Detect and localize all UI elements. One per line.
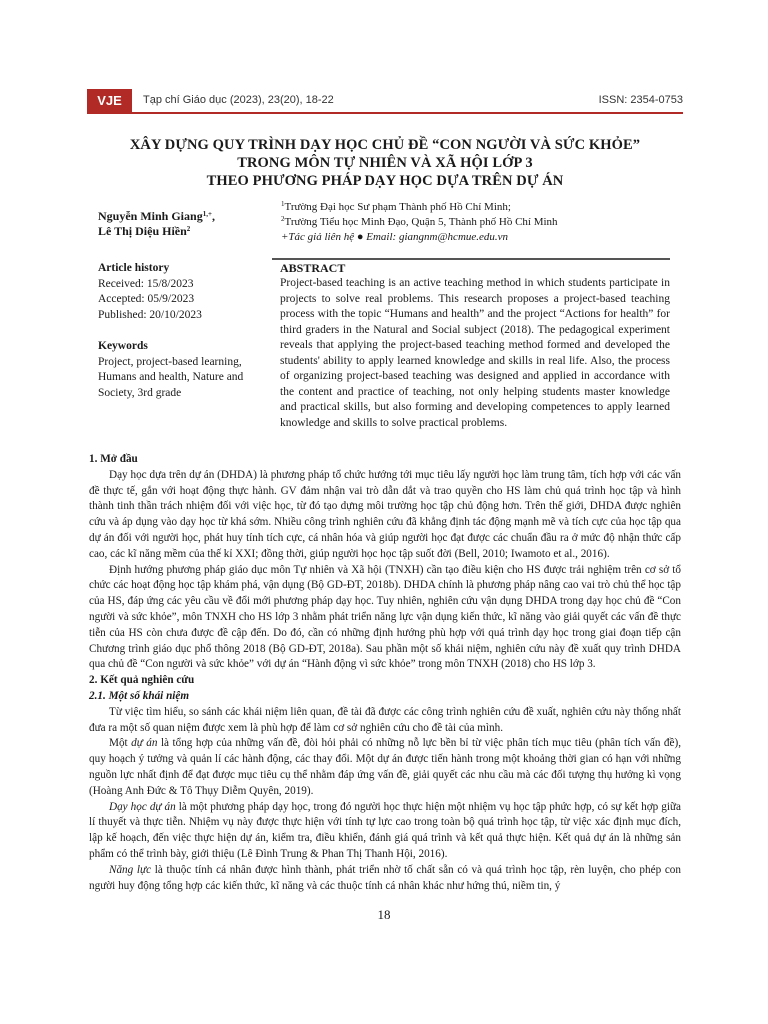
paragraph: Định hướng phương pháp giáo dục môn Tự nhiên và Xã hội (TNXH) cần tạo điều kiện cho HS được trải nghiệm trên cơ sở tổ chức các hoạt động học tập khám phá, vận dụng (Bộ GD-ĐT, 2018b). DHDA chính là phương pháp nâng cao vai trò chủ thể học tập của HS, đáp ứng các yêu cầu về đổi mới phương pháp dạy học. Tuy nhiên, nghiên cứu vận dụng DHDA trong dạy học chủ đề “Con người và sức khỏe”, môn TNXH cho HS lớp 3 nhằm phát triển năng lực vận dụng kiến thức, kĩ năng vào giải quyết các vấn đề thực tiễn của HS còn chưa được đề cập đến. Do đó, cần có những định hướng phù hợp với quá trình dạy học trong giai đoạn tiếp cận Chương trình giáo dục phổ thông 2018 (Bộ GD-ĐT, 2018a). Sau phần một số khái niệm, nghiên cứu này đề xuất quy trình DHDA qua chủ đề “Con người và sức khỏe” với dự án “Hành động vì sức khỏe” trong môn TNXH (2018) cho HS lớp 3. <box>89 563 681 671</box>
author-2: Lê Thị Diệu Hiền$^2$ <box>98 224 191 238</box>
subsection-heading: 2.1. Một số khái niệm <box>89 689 190 702</box>
paragraph: Dạy học dự án là một phương pháp dạy học, trong đó người học thực hiện một nhiệm vụ học tập phức hợp, có sự kết hợp giữa lí thuyết và thực tiễn. Nhiệm vụ này được thực hiện với tính tự lực cao trong toàn bộ quá trình học tập, từ việc xác định mục đích, lập kế hoạch, đến việc thực hiện dự án, kiểm tra, điều khiển, đánh giá quá trình và kết quả thực hiện. Kết quả dự án là những sản phẩm có thể trình bày, giới thiệu (Lê Đình Trung & Phan Thị Thanh Hội, 2016). <box>89 800 681 860</box>
corresponding-author: +Tác giả liên hệ ● Email: giangnm@hcmue.edu.vn <box>281 231 509 243</box>
paragraph: Dạy học dựa trên dự án (DHDA) là phương pháp tổ chức hướng tới mục tiêu lấy người học làm trung tâm, tích hợp với các vấn đề thực tế, gắn với hoạt động thực hành. GV đảm nhận vai trò dẫn dắt và trao quyền cho HS làm chủ quá trình học tập và hình thành tinh thần trách nhiệm đối với việc học, từ đó tạo dựng môi trường học tập chủ động hơn. Trên thế giới, DHDA được nghiên cứu và áp dụng vào dạy học từ khá sớm. Nhiều công trình nghiên cứu đã khẳng định tác động mạnh mẽ và tích cực của học tập qua dự án đối với người học, phát huy tính tích cực, cá nhân hóa và giúp người học đạt được các chuẩn đầu ra ở mức độ nhận thức cấp cao, các kĩ năng mềm của thế kỉ XXI; đồng thời, giúp người học học tập suốt đời (Bell, 2010; Iwamoto et al., 2016). <box>89 468 681 560</box>
paragraph: Một dự án là tổng hợp của những vấn đề, đòi hỏi phải có những nỗ lực bền bỉ từ việc phân tích mục tiêu (phân tích vấn đề), quy hoạch ý tưởng và quản lí các hành động, các thay đổi. Một dự án được tiến hành trong một khoảng thời gian có hạn với những nguồn lực nhất định để đạt được mục tiêu cụ thể nhằm đáp ứng vấn đề, giải quyết các nhu cầu mà các đối tượng thụ hưởng kì vọng (Hoàng Anh Đức & Tô Thụy Diễm Quyên, 2019). <box>89 737 682 797</box>
received-date: Received: 15/8/2023 <box>98 277 194 290</box>
title-line: TRONG MÔN TỰ NHIÊN VÀ XÃ HỘI LỚP 3 <box>237 155 533 171</box>
title-line: XÂY DỰNG QUY TRÌNH DẠY HỌC CHỦ ĐỀ “CON NGƯỜI VÀ SỨC KHỎE” <box>129 137 641 153</box>
keywords-heading: Keywords <box>98 340 148 352</box>
issn: ISSN: 2354-0753 <box>598 94 683 106</box>
journal-citation: Tạp chí Giáo dục (2023), 23(20), 18-22 <box>143 94 334 106</box>
title-line: THEO PHƯƠNG PHÁP DẠY HỌC DỰA TRÊN DỰ ÁN <box>206 173 564 189</box>
defined-term: dự án <box>131 737 158 750</box>
paragraph: Năng lực là thuộc tính cá nhân được hình thành, phát triển nhờ tố chất sẵn có và quá trình học tập, rèn luyện, cho phép con người huy động tổng hợp các kiến thức, kĩ năng và các thuộc tính cá nhân khác như hứng thú, niềm tin, ý <box>89 863 681 892</box>
article-info <box>98 261 258 401</box>
abstract <box>272 258 670 431</box>
affiliations <box>281 200 558 245</box>
article-body <box>89 452 681 894</box>
paper-title <box>80 136 690 190</box>
author-2-mark: 2 <box>186 225 191 233</box>
defined-term: Năng lực <box>109 863 152 876</box>
affiliation-1: $^1$Trường Đại học Sư phạm Thành phố Hồ Chí Minh; <box>281 200 511 213</box>
journal-header <box>87 89 683 113</box>
defined-term: Dạy học dự án <box>109 800 176 813</box>
affiliation-2: $^2$Trường Tiểu học Minh Đạo, Quận 5, Thành phố Hồ Chí Minh <box>281 215 558 228</box>
section-heading: 2. Kết quả nghiên cứu <box>89 674 195 687</box>
section-heading: 1. Mở đầu <box>89 453 138 465</box>
article-history-heading: Article history <box>98 262 170 274</box>
journal-logo: VJE <box>87 89 132 113</box>
published-date: Published: 20/10/2023 <box>98 308 202 321</box>
author-1-mark: 1,+ <box>202 210 212 218</box>
header-rule <box>87 112 683 114</box>
author-1: Nguyễn Minh Giang$^{1,+}$, <box>98 209 215 223</box>
paragraph: Từ việc tìm hiểu, so sánh các khái niệm liên quan, đề tài đã được các công trình nghiên cứu đề xuất, nghiên cứu này thống nhất đưa ra một số quan niệm được xem là phù hợp để làm cơ sở nghiên cứu cho đề tài của mình. <box>89 705 681 734</box>
keywords-text: Project, project-based learning, Humans and health, Nature and Society, 3rd grade <box>98 355 244 399</box>
page-number: 18 <box>377 907 391 922</box>
abstract-text: Project-based teaching is an active teaching method in which students participate in projects to solve real problems. This research proposes a project-based teaching process with the topic “Humans and health” and the project “Actions for health” for third graders in the Natural and Social subject (2018). The pedagogical experiment reveals that applying the project-based teaching method formed and developed the students' ability to apply learned knowledge and skills in real life. Also, the process of organizing project-based teaching was designed and applied in accordance with the content and practice of teaching, not only helping students master knowledge and practical skills, but also forming and developing competences to apply learned knowledge and skills to solve practical problems. <box>280 277 670 429</box>
author-list <box>98 209 215 239</box>
abstract-heading: ABSTRACT <box>280 261 346 275</box>
accepted-date: Accepted: 05/9/2023 <box>98 293 195 305</box>
